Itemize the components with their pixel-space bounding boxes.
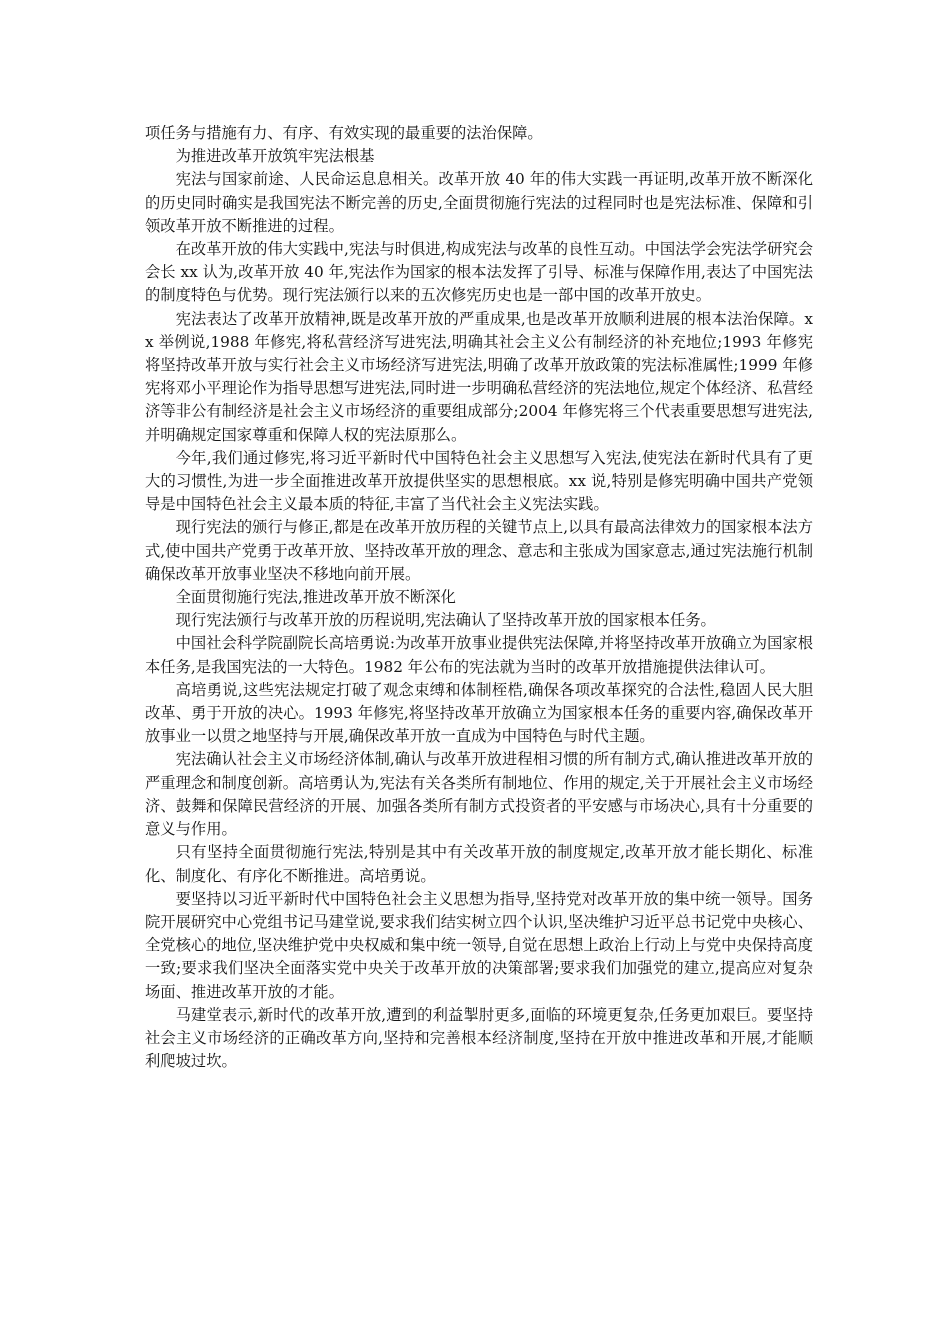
paragraph: 高培勇说,这些宪法规定打破了观念束缚和体制桎梏,确保各项改革探究的合法性,稳固人民大胆改革、勇于开放的决心。1993 年修宪,将坚持改革开放确立为国家根本任务的重要内容,确保改革开放事业一以贯之地坚持与开展,确保改革开放一直成为中国特色与时代主题。: [145, 680, 813, 746]
section-heading: 全面贯彻施行宪法,推进改革开放不断深化: [175, 588, 456, 607]
paragraph: 宪法表达了改革开放精神,既是改革开放的严重成果,也是改革开放顺利进展的根本法治保障。xx 举例说,1988 年修宪,将私营经济写进宪法,明确其社会主义公有制经济的补充地位;1993 年修宪将坚持改革开放与实行社会主义市场经济写进宪法,明确了改革开放政策的宪法标准属性;1999 年修宪将邓小平理论作为指导思想写进宪法,同时进一步明确私营经济的宪法地位,规定个体经济、私营经济等非公有制经济是社会主义市场经济的重要组成部分;2004 年修宪将三个代表重要思想写进宪法,并明确规定国家尊重和保障人权的宪法原那么。: [145, 309, 813, 444]
paragraph: 中国社会科学院副院长高培勇说:为改革开放事业提供宪法保障,并将坚持改革开放确立为国家根本任务,是我国宪法的一大特色。1982 年公布的宪法就为当时的改革开放措施提供法律认可。: [145, 634, 813, 676]
paragraph: 宪法与国家前途、人民命运息息相关。改革开放 40 年的伟大实践一再证明,改革开放不断深化的历史同时确实是我国宪法不断完善的历史,全面贯彻施行宪法的过程同时也是宪法标准、保障和引领改革开放不断推进的过程。: [145, 170, 813, 235]
document-body: [145, 122, 813, 1073]
paragraph: 今年,我们通过修宪,将习近平新时代中国特色社会主义思想写入宪法,使宪法在新时代具有了更大的习惯性,为进一步全面推进改革开放提供坚实的思想根底。xx 说,特别是修宪明确中国共产党领导是中国特色社会主义最本质的特征,丰富了当代社会主义宪法实践。: [145, 448, 813, 514]
paragraph: 只有坚持全面贯彻施行宪法,特别是其中有关改革开放的制度规定,改革开放才能长期化、标准化、制度化、有序化不断推进。高培勇说。: [145, 843, 813, 885]
paragraph-continued: 项任务与措施有力、有序、有效实现的最重要的法治保障。: [145, 124, 543, 142]
paragraph: 现行宪法的颁行与修正,都是在改革开放历程的关键节点上,以具有最高法律效力的国家根本法方式,使中国共产党勇于改革开放、坚持改革开放的理念、意志和主张成为国家意志,通过宪法施行机制确保改革开放事业坚决不移地向前开展。: [145, 518, 813, 583]
paragraph: 在改革开放的伟大实践中,宪法与时俱进,构成宪法与改革的良性互动。中国法学会宪法学研究会会长 xx 认为,改革开放 40 年,宪法作为国家的根本法发挥了引导、标准与保障作用,表达了中国宪法的制度特色与优势。现行宪法颁行以来的五次修宪历史也是一部中国的改革开放史。: [145, 240, 813, 305]
paragraph: 要坚持以习近平新时代中国特色社会主义思想为指导,坚持党对改革开放的集中统一领导。国务院开展研究中心党组书记马建堂说,要求我们结实树立四个认识,坚决维护习近平总书记党中央核心、全党核心的地位,坚决维护党中央权威和集中统一领导,自觉在思想上政治上行动上与党中央保持高度一致;要求我们坚决全面落实党中央关于改革开放的决策部署;要求我们加强党的建立,提高应对复杂场面、推进改革开放的才能。: [145, 889, 813, 1001]
paragraph: 马建堂表示,新时代的改革开放,遭到的利益掣肘更多,面临的环境更复杂,任务更加艰巨。要坚持社会主义市场经济的正确改革方向,坚持和完善根本经济制度,坚持在开放中推进改革和开展,才能顺利爬坡过坎。: [145, 1005, 813, 1071]
section-heading: 为推进改革开放筑牢宪法根基: [175, 147, 375, 166]
paragraph: 现行宪法颁行与改革开放的历程说明,宪法确认了坚持改革开放的国家根本任务。: [175, 611, 716, 630]
paragraph: 宪法确认社会主义市场经济体制,确认与改革开放进程相习惯的所有制方式,确认推进改革开放的严重理念和制度创新。高培勇认为,宪法有关各类所有制地位、作用的规定,关于开展社会主义市场经济、鼓舞和保障民营经济的开展、加强各类所有制方式投资者的平安感与市场决心,具有十分重要的意义与作用。: [145, 750, 813, 839]
